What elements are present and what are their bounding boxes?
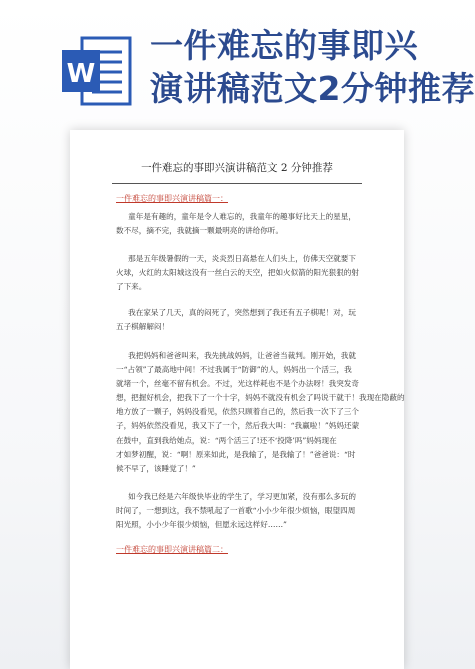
paragraph-2 [116,252,366,294]
paragraph-5 [116,490,366,532]
text-line: 一“占领”了最高地中间！不过我属于“防御”的人，妈妈出一个活三，我 [116,365,352,375]
section1-heading: 一件难忘的事即兴演讲稿篇一： [116,194,228,203]
text-line: 童年是有趣的，童年是令人难忘的，我童年的趣事好比天上的星星， [128,212,356,221]
text-line: 那是五年级暑假的一天，炎炎烈日高悬在人们头上，仿佛天空就要下 [128,254,356,263]
paragraph-4 [116,349,405,476]
text-line: 地方放了一颗子，妈妈没看见，依然只顾着自己的，然后我一次下了三个 [116,407,359,417]
banner-title-line1: 一件难忘的事即兴 [150,26,418,65]
text-line: 子，妈妈依然没看见，我又下了一个，然后我大叫：“我赢啦！”妈妈还蒙 [116,421,360,431]
text-line: 就堵一个，丝毫不留有机会。不过，光这样耗也不是个办法呀！我突发奇 [116,379,359,389]
text-line: 五子棋解解闷！ [116,322,170,332]
paragraph-3 [116,306,366,334]
text-line: 我把妈妈和爸爸叫来，我先挑战妈妈，让爸爸当裁判。刚开始，我就 [128,351,356,360]
text-line: 时间了，一想到这，我不禁吼起了一首歌“小小少年很少烦恼，眼望四周 [116,506,356,516]
banner-title [150,24,475,110]
svg-text:W: W [66,59,96,89]
text-line: 数不尽，摘不完，我就摘一颗最明亮的讲给你听。 [116,226,284,236]
paragraph-1 [116,210,366,238]
text-line: 才如梦初醒，说：“啊！原来如此，是我输了，是我输了！”爸爸说：“时 [116,449,356,459]
banner-header [0,0,474,118]
title-divider [112,183,362,184]
text-line: 在鼓中，直到我给她点，说：“两个活三了!还不‘投降’吗”妈妈现在 [116,435,337,445]
document-title: 一件难忘的事即兴演讲稿范文 2 分钟推荐 [141,162,333,174]
text-line: 我在家呆了几天，真的闷死了，突然想到了我还有五子棋呢！对，玩 [128,308,356,317]
document-page [70,130,404,669]
text-line: 火球，火红的太阳城这没有一丝白云的天空，把如火似箭的阳光狠狠的射 [116,268,359,278]
banner-title-line2: 演讲稿范文2分钟推荐 [150,69,475,108]
text-line: 候不早了，该睡觉了！” [116,463,196,473]
text-line: 如今我已经是六年级快毕业的学生了，学习更加紧，没有那么多玩的 [128,492,356,501]
text-line: 了下来。 [116,282,147,292]
word-document-icon [60,34,134,108]
section2-heading: 一件难忘的事即兴演讲稿篇二： [116,545,228,554]
text-line: 阳光照，小小少年很少烦恼，但愿永远这样好……” [116,520,287,530]
text-line: 想，把握好机会，把我下了一个十字，妈妈不就没有机会了吗说干就干！我现在隐蔽的 [116,393,405,403]
